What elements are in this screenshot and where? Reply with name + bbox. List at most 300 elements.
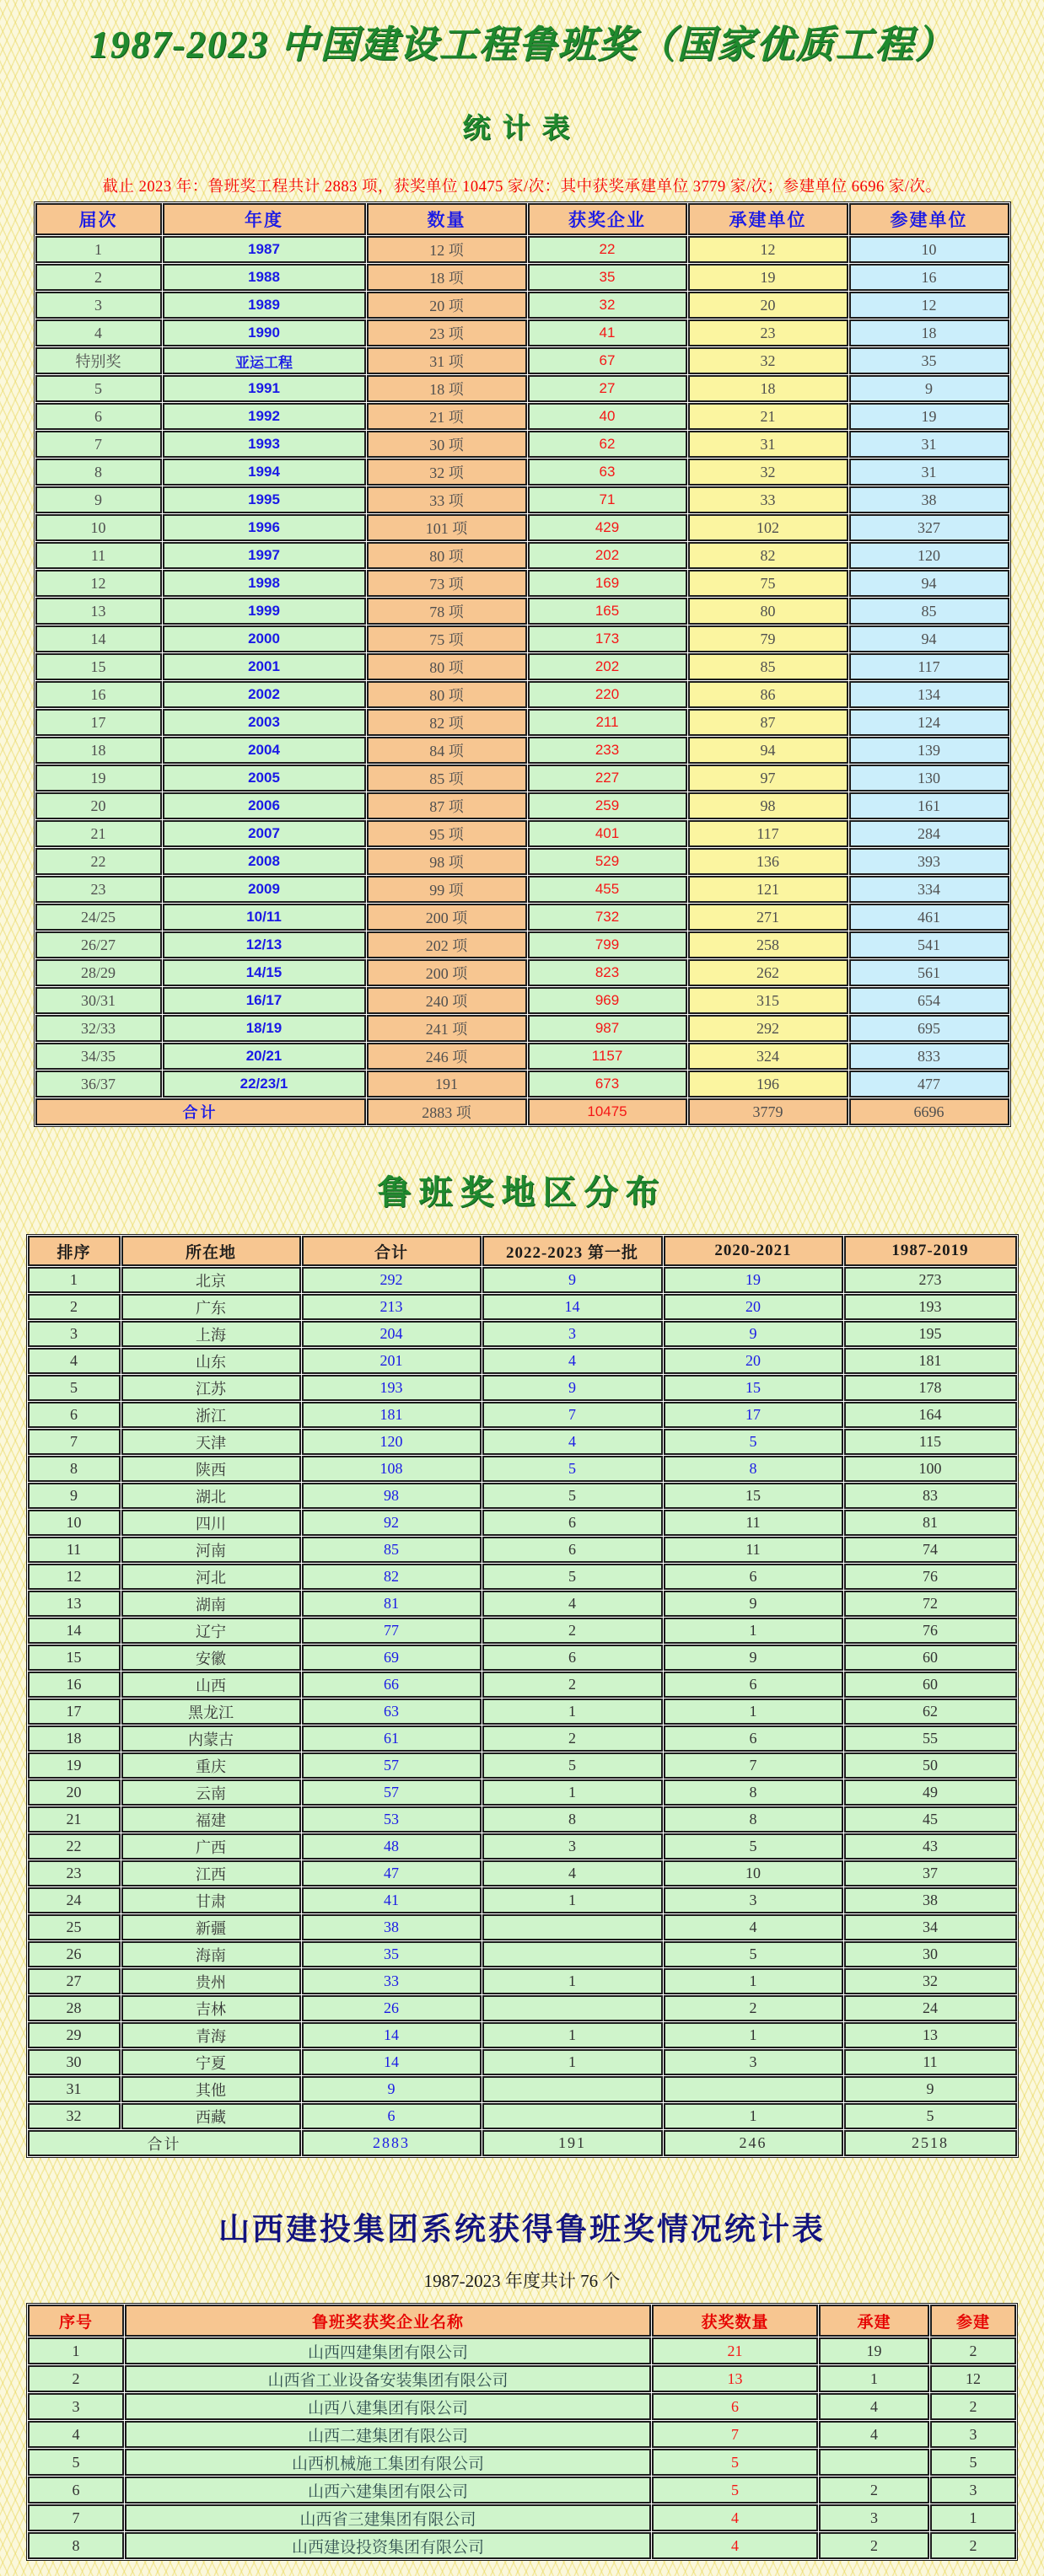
- table-cell: 213: [302, 1294, 482, 1320]
- table-cell: [482, 2076, 663, 2102]
- table-cell: 20: [688, 292, 848, 319]
- table-cell: 9: [35, 486, 162, 513]
- table-cell: 广东: [121, 1294, 301, 1320]
- table-cell: 2005: [163, 765, 366, 792]
- table-row: [28, 1806, 1017, 1833]
- table-cell: 2004: [163, 737, 366, 764]
- table-cell: 21: [688, 403, 848, 430]
- table-cell: 33: [302, 1968, 482, 1994]
- table-cell: 75: [688, 570, 848, 597]
- table-cell: 2: [482, 1618, 663, 1644]
- table-cell: 5: [664, 1429, 843, 1455]
- table-cell: 2: [819, 2477, 929, 2504]
- table-cell: 9: [844, 2076, 1017, 2102]
- table-cell: 河南: [121, 1537, 301, 1563]
- table-cell: 5: [652, 2477, 818, 2504]
- col-header-year: 年度: [163, 203, 366, 235]
- table-cell: 477: [849, 1071, 1009, 1097]
- table-cell: 74: [844, 1537, 1017, 1563]
- table-cell: 18: [688, 375, 848, 402]
- page-title: 1987-2023 中国建设工程鲁班奖（国家优质工程）: [89, 24, 955, 66]
- col-header-session: 届次: [35, 203, 162, 235]
- shanxi-table-body: [28, 2337, 1016, 2559]
- table-cell: 15: [28, 1645, 121, 1671]
- table-cell: 3: [28, 2393, 124, 2420]
- table-cell: 61: [302, 1725, 482, 1752]
- table-cell: 401: [528, 820, 687, 847]
- table-cell: 32: [28, 2103, 121, 2129]
- table-cell: 11: [664, 1537, 843, 1563]
- table-cell: 甘肃: [121, 1887, 301, 1913]
- table-cell: 26/27: [35, 931, 162, 958]
- table-cell: 1995: [163, 486, 366, 513]
- region-distribution-table: [26, 1234, 1019, 2158]
- table-cell: 38: [844, 1887, 1017, 1913]
- table-cell: 17: [664, 1402, 843, 1428]
- table-cell: 27: [528, 375, 687, 402]
- table-cell: 4: [664, 1914, 843, 1940]
- table-cell: 1: [482, 1699, 663, 1725]
- table-cell: 34: [844, 1914, 1017, 1940]
- table-row: [28, 2337, 1016, 2364]
- table-cell: 9: [482, 1267, 663, 1293]
- table-cell: 241 项: [367, 1015, 527, 1042]
- table-cell: 1: [664, 2103, 843, 2129]
- table-cell: 15: [664, 1375, 843, 1401]
- table-cell: 1991: [163, 375, 366, 402]
- table-cell: 12 项: [367, 236, 527, 263]
- table-cell: 广西: [121, 1833, 301, 1860]
- table-cell: 76: [844, 1618, 1017, 1644]
- table-row: [28, 1483, 1017, 1509]
- table-cell: 16: [35, 681, 162, 708]
- table-cell: 20/21: [163, 1043, 366, 1070]
- table-cell: 19: [849, 403, 1009, 430]
- table-row: [35, 486, 1009, 513]
- table-cell: 重庆: [121, 1752, 301, 1779]
- col-header-participant: 参建: [930, 2305, 1016, 2337]
- table-cell: 99 项: [367, 876, 527, 903]
- table-cell: 284: [849, 820, 1009, 847]
- table-row: [35, 1043, 1009, 1070]
- table-cell: 53: [302, 1806, 482, 1833]
- table-row: [28, 2504, 1016, 2531]
- table-cell: 18 项: [367, 264, 527, 291]
- table-cell: 22/23/1: [163, 1071, 366, 1097]
- table-cell: 6: [664, 1564, 843, 1590]
- table-cell: 4: [482, 1591, 663, 1617]
- table-cell: 1: [482, 2049, 663, 2075]
- table-cell: 17: [28, 1699, 121, 1725]
- table-cell: 20 项: [367, 292, 527, 319]
- table-row: [35, 792, 1009, 819]
- table-cell: 海南: [121, 1941, 301, 1967]
- table-row: [35, 959, 1009, 986]
- table-row: [28, 2022, 1017, 2048]
- table-cell: 62: [528, 431, 687, 458]
- table-cell: 6: [482, 1645, 663, 1671]
- table-cell: 165: [528, 598, 687, 625]
- table-row: [35, 598, 1009, 625]
- table-cell: 27: [28, 1968, 121, 1994]
- table-cell: 5: [28, 2449, 124, 2476]
- col-header-award-count: 获奖数量: [652, 2305, 818, 2337]
- table-cell: 6: [482, 1510, 663, 1536]
- table-cell: 湖北: [121, 1483, 301, 1509]
- table-cell: 200 项: [367, 904, 527, 931]
- table-cell: 亚运工程: [163, 347, 366, 374]
- table-row: [35, 709, 1009, 736]
- table-cell: 2: [930, 2532, 1016, 2559]
- table-row: [35, 570, 1009, 597]
- table-cell: 18 项: [367, 375, 527, 402]
- table-cell: 82: [688, 542, 848, 569]
- table-cell: 5: [930, 2449, 1016, 2476]
- table-cell: 6: [28, 1402, 121, 1428]
- table-cell: 32 项: [367, 459, 527, 486]
- table-cell: 271: [688, 904, 848, 931]
- table-cell: 36/37: [35, 1071, 162, 1097]
- table-cell: 云南: [121, 1779, 301, 1806]
- table-cell: 14: [35, 625, 162, 652]
- table-cell: 80 项: [367, 681, 527, 708]
- table-cell: 33: [688, 486, 848, 513]
- table-cell: 240 项: [367, 987, 527, 1014]
- table-cell: 95 项: [367, 820, 527, 847]
- table-cell: 136: [688, 848, 848, 875]
- table-cell: 87: [688, 709, 848, 736]
- table-row: [35, 1071, 1009, 1097]
- table-cell: 4: [35, 319, 162, 346]
- table-cell: 5: [664, 1941, 843, 1967]
- table-row: [28, 2365, 1016, 2392]
- table-cell: 324: [688, 1043, 848, 1070]
- col-header-total: 合计: [302, 1236, 482, 1266]
- table-cell: 55: [844, 1725, 1017, 1752]
- table-cell: 1: [664, 1968, 843, 1994]
- table-cell: 20: [28, 1779, 121, 1806]
- table-cell: 7: [664, 1752, 843, 1779]
- table-cell: 7: [652, 2421, 818, 2448]
- table-cell: 6: [652, 2393, 818, 2420]
- table-cell: 3: [664, 2049, 843, 2075]
- table-cell: 227: [528, 765, 687, 792]
- table-cell: 81: [844, 1510, 1017, 1536]
- table-cell: 969: [528, 987, 687, 1014]
- table-row: [35, 347, 1009, 374]
- table-cell: 8: [664, 1456, 843, 1482]
- table-cell: 2: [482, 1725, 663, 1752]
- table-row: [28, 1429, 1017, 1455]
- table-cell: 30 项: [367, 431, 527, 458]
- table-cell: 西藏: [121, 2103, 301, 2129]
- table-cell: 108: [302, 1456, 482, 1482]
- table-cell: 28: [28, 1995, 121, 2021]
- table-cell: 258: [688, 931, 848, 958]
- table-cell: 85 项: [367, 765, 527, 792]
- table-cell: 5: [35, 375, 162, 402]
- table-cell: 1992: [163, 403, 366, 430]
- table-cell: 82 项: [367, 709, 527, 736]
- table-cell: 94: [688, 737, 848, 764]
- table-cell: 山西省三建集团有限公司: [125, 2504, 651, 2531]
- col-header-rank: 排序: [28, 1236, 121, 1266]
- table-cell: 8: [35, 459, 162, 486]
- table-cell: 98: [688, 792, 848, 819]
- table-cell: 8: [28, 1456, 121, 1482]
- table-cell: 河北: [121, 1564, 301, 1590]
- table-cell: 41: [528, 319, 687, 346]
- table-cell: 2: [930, 2393, 1016, 2420]
- region-table-header: [28, 1236, 1017, 1266]
- table-row: [28, 1456, 1017, 1482]
- table-cell: 9: [302, 2076, 482, 2102]
- table-cell: 139: [849, 737, 1009, 764]
- table-cell: 1997: [163, 542, 366, 569]
- table-cell: 34/35: [35, 1043, 162, 1070]
- table-cell: 85: [688, 653, 848, 680]
- table-cell: 200 项: [367, 959, 527, 986]
- table-cell: 其他: [121, 2076, 301, 2102]
- table-cell: 14: [482, 1294, 663, 1320]
- table-cell: 19: [819, 2337, 929, 2364]
- total-awarded: 10475: [528, 1098, 687, 1125]
- table-cell: 63: [528, 459, 687, 486]
- total-participants: 6696: [849, 1098, 1009, 1125]
- table-cell: 上海: [121, 1321, 301, 1347]
- table-row: [35, 319, 1009, 346]
- table-cell: 19: [28, 1752, 121, 1779]
- table-cell: 9: [664, 1645, 843, 1671]
- table-cell: 80 项: [367, 653, 527, 680]
- table-cell: 173: [528, 625, 687, 652]
- table-cell: 26: [28, 1941, 121, 1967]
- table-cell: 山西: [121, 1672, 301, 1698]
- table-cell: 山西六建集团有限公司: [125, 2477, 651, 2504]
- table-cell: 陕西: [121, 1456, 301, 1482]
- shanxi-section-title: 山西建投集团系统获得鲁班奖情况统计表: [218, 2213, 826, 2247]
- table-row: [28, 1833, 1017, 1860]
- table-cell: 11: [35, 542, 162, 569]
- table-cell: 259: [528, 792, 687, 819]
- table-cell: 7: [482, 1402, 663, 1428]
- table-row: [28, 2532, 1016, 2559]
- table-cell: 3: [35, 292, 162, 319]
- table-cell: 山西四建集团有限公司: [125, 2337, 651, 2364]
- table-row: [28, 2049, 1017, 2075]
- total-1987-2019: 2518: [844, 2130, 1017, 2156]
- table-cell: 山西八建集团有限公司: [125, 2393, 651, 2420]
- table-cell: 2: [930, 2337, 1016, 2364]
- table-cell: 1994: [163, 459, 366, 486]
- table-cell: 1157: [528, 1043, 687, 1070]
- table-cell: 6: [35, 403, 162, 430]
- table-cell: 169: [528, 570, 687, 597]
- col-header-quantity: 数量: [367, 203, 527, 235]
- table-cell: 334: [849, 876, 1009, 903]
- table-cell: 66: [302, 1672, 482, 1698]
- table-cell: 2008: [163, 848, 366, 875]
- table-row: [35, 904, 1009, 931]
- table-cell: [482, 1995, 663, 2021]
- table-cell: 72: [844, 1591, 1017, 1617]
- table-cell: 23: [688, 319, 848, 346]
- table-cell: 吉林: [121, 1995, 301, 2021]
- table-cell: 福建: [121, 1806, 301, 1833]
- table-cell: 16/17: [163, 987, 366, 1014]
- table-cell: 29: [28, 2022, 121, 2048]
- table-cell: 193: [302, 1375, 482, 1401]
- table-row: [28, 1348, 1017, 1374]
- table-cell: 79: [688, 625, 848, 652]
- table-row: [28, 2477, 1016, 2504]
- table-cell: 14/15: [163, 959, 366, 986]
- table-cell: 2001: [163, 653, 366, 680]
- page-subtitle: 统计表: [462, 114, 582, 144]
- table-cell: 8: [664, 1806, 843, 1833]
- table-cell: 黑龙江: [121, 1699, 301, 1725]
- table-row: [28, 1402, 1017, 1428]
- table-cell: 12: [35, 570, 162, 597]
- table-row: [35, 542, 1009, 569]
- table-cell: 35: [302, 1941, 482, 1967]
- table-row: [28, 1294, 1017, 1320]
- table-row: [28, 2449, 1016, 2476]
- table-cell: 47: [302, 1860, 482, 1886]
- table-cell: 31: [849, 431, 1009, 458]
- table-cell: 102: [688, 514, 848, 541]
- table-cell: 1989: [163, 292, 366, 319]
- table-cell: 193: [844, 1294, 1017, 1320]
- table-cell: 9: [482, 1375, 663, 1401]
- table-cell: 30: [844, 1941, 1017, 1967]
- table-cell: 32: [688, 347, 848, 374]
- table-row: [28, 1914, 1017, 1940]
- table-cell: 3: [664, 1887, 843, 1913]
- table-cell: 124: [849, 709, 1009, 736]
- table-cell: 130: [849, 765, 1009, 792]
- table-cell: 87 项: [367, 792, 527, 819]
- table-cell: 4: [28, 2421, 124, 2448]
- table-cell: 3: [930, 2421, 1016, 2448]
- table-cell: 85: [302, 1537, 482, 1563]
- table-cell: 292: [302, 1267, 482, 1293]
- table-cell: 13: [652, 2365, 818, 2392]
- table-row: [35, 653, 1009, 680]
- table-cell: 宁夏: [121, 2049, 301, 2075]
- table-cell: [482, 1914, 663, 1940]
- table-row: [35, 292, 1009, 319]
- table-cell: 31: [688, 431, 848, 458]
- table-cell: 63: [302, 1699, 482, 1725]
- table-cell: 76: [844, 1564, 1017, 1590]
- table-row: [28, 1779, 1017, 1806]
- table-cell: 429: [528, 514, 687, 541]
- table-cell: 19: [664, 1267, 843, 1293]
- table-cell: 湖南: [121, 1591, 301, 1617]
- table-cell: 695: [849, 1015, 1009, 1042]
- table-cell: 7: [35, 431, 162, 458]
- table-cell: 81: [302, 1591, 482, 1617]
- table-cell: 3: [930, 2477, 1016, 2504]
- annual-stats-body: [35, 236, 1009, 1097]
- col-header-location: 所在地: [121, 1236, 301, 1266]
- total-label: 合计: [35, 1098, 366, 1125]
- table-cell: 799: [528, 931, 687, 958]
- table-cell: 19: [35, 765, 162, 792]
- table-row: [35, 876, 1009, 903]
- table-cell: 8: [482, 1806, 663, 1833]
- table-cell: 18: [35, 737, 162, 764]
- table-cell: 贵州: [121, 1968, 301, 1994]
- col-header-no: 序号: [28, 2305, 124, 2337]
- table-cell: 833: [849, 1043, 1009, 1070]
- table-cell: 98: [302, 1483, 482, 1509]
- table-cell: 80: [688, 598, 848, 625]
- table-cell: 292: [688, 1015, 848, 1042]
- table-cell: 17: [35, 709, 162, 736]
- table-cell: 120: [302, 1429, 482, 1455]
- table-row: [28, 1887, 1017, 1913]
- table-cell: 32: [688, 459, 848, 486]
- table-cell: 1990: [163, 319, 366, 346]
- table-cell: 浙江: [121, 1402, 301, 1428]
- table-cell: 1987: [163, 236, 366, 263]
- table-cell: 2: [482, 1672, 663, 1698]
- table-cell: 120: [849, 542, 1009, 569]
- table-cell: 181: [302, 1402, 482, 1428]
- table-row: [35, 625, 1009, 652]
- col-header-awarded-enterprises: 获奖企业: [528, 203, 687, 235]
- table-row: [28, 1941, 1017, 1967]
- region-table-total-row: [28, 2130, 1017, 2156]
- table-cell: 32/33: [35, 1015, 162, 1042]
- table-cell: 12: [688, 236, 848, 263]
- table-cell: 1: [664, 2022, 843, 2048]
- table-row: [28, 1375, 1017, 1401]
- table-cell: 85: [849, 598, 1009, 625]
- table-cell: 134: [849, 681, 1009, 708]
- table-cell: 2: [664, 1995, 843, 2021]
- annual-stats-header: [35, 203, 1009, 235]
- table-cell: 2: [28, 2365, 124, 2392]
- table-cell: 37: [844, 1860, 1017, 1886]
- col-header-enterprise-name: 鲁班奖获奖企业名称: [125, 2305, 651, 2337]
- table-row: [28, 1725, 1017, 1752]
- table-cell: 1: [28, 1267, 121, 1293]
- table-cell: 20: [664, 1294, 843, 1320]
- table-cell: 82: [302, 1564, 482, 1590]
- table-row: [35, 514, 1009, 541]
- table-cell: 8: [664, 1779, 843, 1806]
- table-cell: 13: [35, 598, 162, 625]
- table-cell: 43: [844, 1833, 1017, 1860]
- table-cell: 315: [688, 987, 848, 1014]
- table-cell: 30/31: [35, 987, 162, 1014]
- table-cell: 5: [652, 2449, 818, 2476]
- table-cell: 9: [28, 1483, 121, 1509]
- table-cell: 21: [35, 820, 162, 847]
- table-cell: 94: [849, 625, 1009, 652]
- table-row: [35, 820, 1009, 847]
- table-cell: 49: [844, 1779, 1017, 1806]
- table-row: [35, 987, 1009, 1014]
- shanxi-section-subtitle: 1987-2023 年度共计 76 个: [423, 2271, 621, 2291]
- table-cell: 31: [849, 459, 1009, 486]
- table-cell: 32: [844, 1968, 1017, 1994]
- table-cell: 1993: [163, 431, 366, 458]
- table-cell: 246 项: [367, 1043, 527, 1070]
